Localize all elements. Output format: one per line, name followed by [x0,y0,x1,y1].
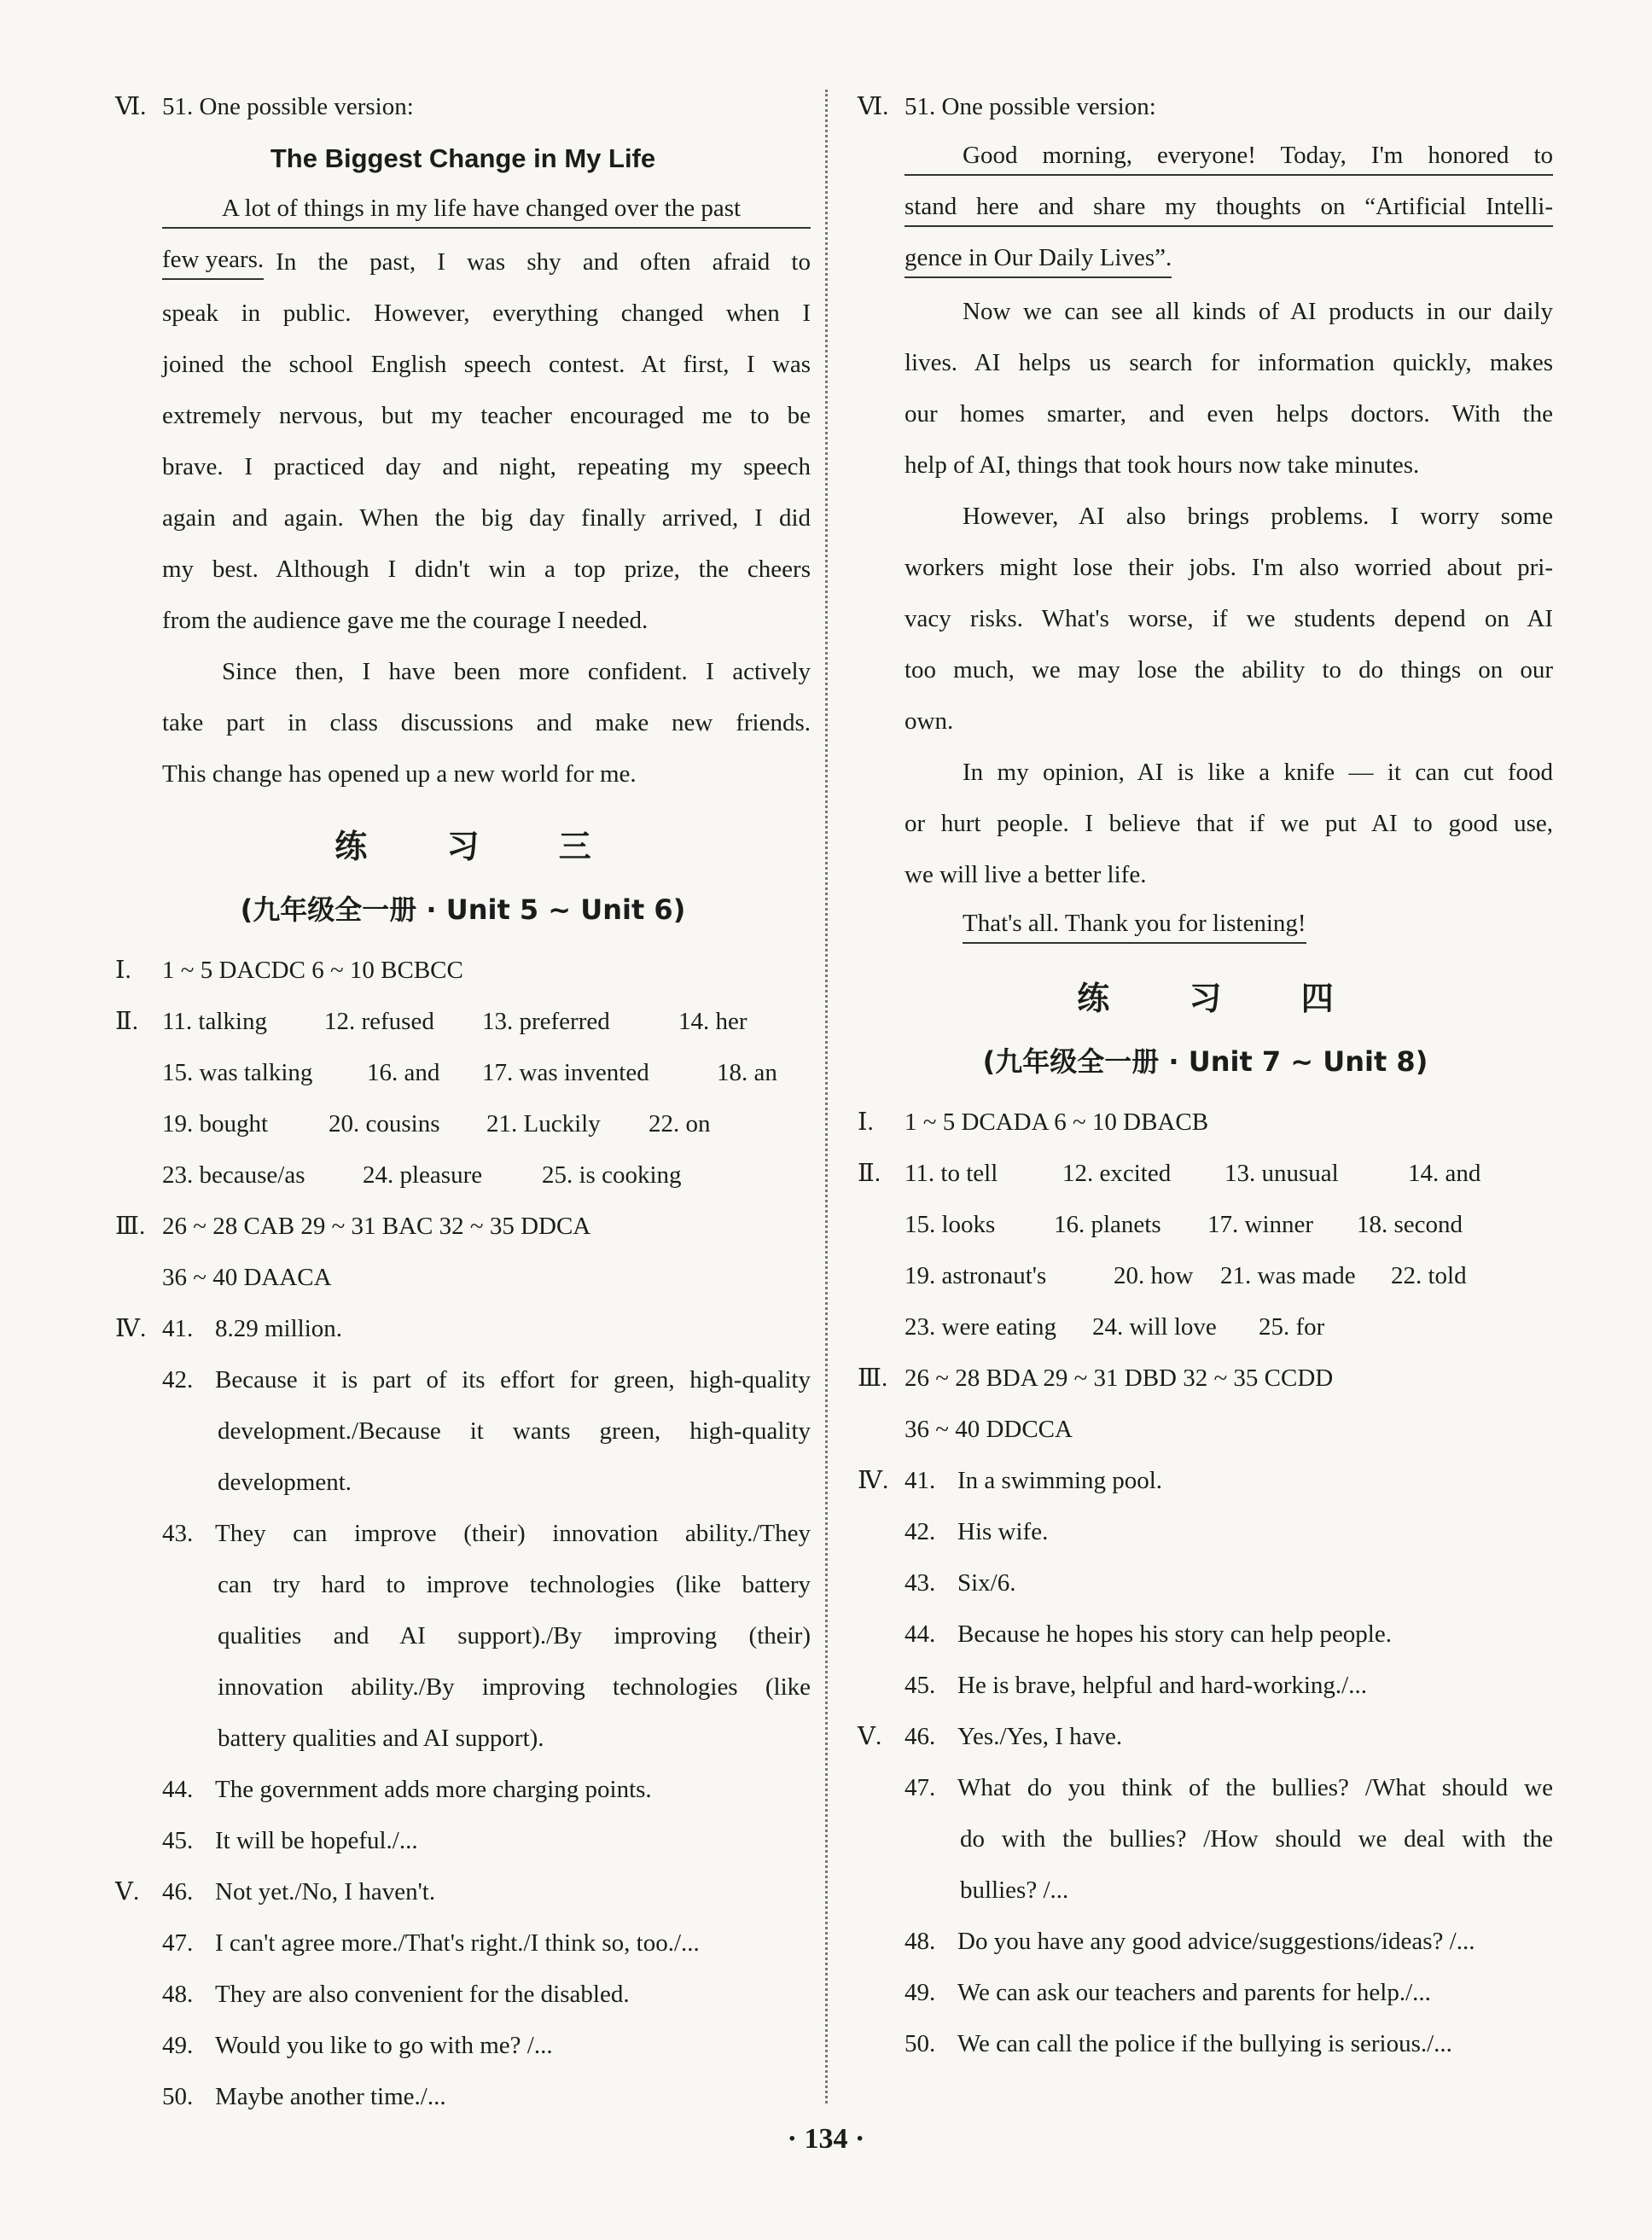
answer-v-50 [858,2018,1553,2069]
answer-item: 17. was invented [482,1059,649,1086]
answer-cont [115,1661,811,1713]
left-vi-intro [115,81,811,132]
answer-ii-row [858,1250,1553,1301]
answer-text: He is brave, helpful and hard-working./... [957,1672,1367,1699]
answer-text: Maybe another time./... [215,2083,446,2110]
answer-text: 36 ~ 40 DAACA [162,1264,332,1291]
question-number: 46. [905,1723,936,1750]
speech-line [858,183,1553,235]
answer-item: 11. to tell [905,1160,998,1187]
answer-ii-row [858,1301,1553,1353]
answer-text: The government adds more charging points. [215,1776,652,1803]
essay-line-text: brave. I practiced day and night, repeating my speech [162,453,811,480]
answer-text: Would you like to go with me? /... [215,2032,553,2059]
speech-line [858,542,1553,593]
roman-numeral: Ⅱ. [115,1008,138,1035]
answer-iii [858,1353,1553,1404]
answer-v-50 [115,2071,811,2122]
speech-line [858,388,1553,439]
question-number: 47. [162,1929,194,1957]
section-subtitle: (九年级全一册 · Unit 7 ~ Unit 8) [982,1045,1428,1078]
answer-v-47 [858,1762,1553,1813]
answer-item: 23. because/as [162,1161,305,1189]
answer-iv-44 [115,1764,811,1815]
question-number: 41. [162,1315,194,1342]
answer-iv-45 [115,1815,811,1866]
answer-v-48 [858,1916,1553,1967]
answer-iv-42 [115,1354,811,1405]
answer-cont [115,1610,811,1661]
answer-text: They are also convenient for the disabled. [215,1981,630,2008]
answer-iii [115,1201,811,1252]
answer-item: 25. is cooking [542,1161,682,1189]
essay-line [115,492,811,544]
speech-line [858,849,1553,900]
speech-line [858,337,1553,388]
answer-text: innovation ability./By improving technologies (like [218,1673,811,1701]
roman-numeral: Ⅰ. [115,957,131,984]
question-number: 47. [905,1774,936,1801]
speech-line-text: gence in Our Daily Lives”. [905,242,1172,278]
question-number: 45. [905,1672,936,1699]
essay-line-text: again and again. When the big day finally arrived, I did [162,504,811,532]
essay-line [115,748,811,800]
answer-text: development./Because it wants green, high-quality [218,1417,811,1445]
speech-line-text: too much, we may lose the ability to do things on our [905,656,1553,684]
answer-i [858,1097,1553,1148]
roman-numeral: Ⅵ. [858,93,889,120]
question-number: 49. [162,2032,194,2059]
speech-line-text: However, AI also brings problems. I worry some [963,503,1553,530]
essay-line-text: extremely nervous, but my teacher encouraged me to be [162,402,811,429]
answer-text: They can improve (their) innovation ability./They [215,1520,811,1547]
answer-text: bullies? /... [960,1876,1069,1904]
answer-v-49 [115,2020,811,2071]
question-number: 48. [905,1928,936,1955]
answer-text: do with the bullies? /How should we deal with the [960,1825,1553,1853]
essay-line [115,441,811,492]
speech-line [858,900,1553,951]
speech-line-text: lives. AI helps us search for information quickly, makes [905,349,1553,376]
answer-text: Yes./Yes, I have. [957,1723,1123,1750]
section-subtitle: (九年级全一册 · Unit 5 ~ Unit 6) [240,893,686,926]
essay-line-text: In the past, I was shy and often afraid to [276,248,811,276]
roman-numeral: Ⅴ. [115,1878,140,1905]
answer-text: We can ask our teachers and parents for help./... [957,1979,1431,2006]
roman-numeral: Ⅲ. [115,1213,146,1240]
roman-numeral: Ⅵ. [115,93,147,120]
answer-text: Six/6. [957,1569,1016,1597]
essay-line [115,288,811,339]
speech-line-text: own. [905,707,954,735]
answer-cont [115,1559,811,1610]
answer-item: 14. and [1408,1160,1481,1187]
answer-ii-row [115,1047,811,1098]
right-vi-intro [858,81,1553,132]
answer-item: 21. Luckily [486,1110,601,1137]
question-number: 42. [905,1518,936,1545]
answer-cont [115,1405,811,1457]
speech-line [858,235,1553,286]
answer-v-46 [858,1711,1553,1762]
answer-text: Because it is part of its effort for green, high-quality [215,1366,811,1393]
essay-line-text: take part in class discussions and make new friends. [162,709,811,736]
answer-item: 14. her [678,1008,747,1035]
answer-item: 13. unusual [1224,1160,1339,1187]
answer-item: 24. pleasure [363,1161,483,1189]
answer-v-49 [858,1967,1553,2018]
question-number: 45. [162,1827,194,1854]
speech-line-text: help of AI, things that took hours now take minutes. [905,451,1420,479]
answer-text: Because he hopes his story can help people. [957,1620,1392,1648]
question-number: 50. [162,2083,194,2110]
section-title: 练 习 三 [334,828,625,865]
essay-line [115,185,811,236]
essay-line-text: my best. Although I didn't win a top prize, the cheers [162,556,811,583]
answer-text: In a swimming pool. [957,1467,1163,1494]
answer-item: 23. were eating [905,1313,1056,1341]
speech-line [858,286,1553,337]
essay-line [115,646,811,697]
answer-text: I can't agree more./That's right./I think so, too./... [215,1929,700,1957]
answer-item: 15. looks [905,1211,996,1238]
answer-item: 12. excited [1062,1160,1172,1187]
speech-line-text: or hurt people. I believe that if we put AI to good use, [905,810,1553,837]
question-number: 42. [162,1366,194,1393]
answer-item: 19. bought [162,1110,269,1137]
answer-item: 13. preferred [482,1008,610,1035]
speech-line [858,747,1553,798]
answer-item: 16. planets [1054,1211,1161,1238]
intro-text: 51. One possible version: [162,93,414,120]
speech-line-text: workers might lose their jobs. I'm also worried about pri- [905,554,1553,581]
answer-text: 1 ~ 5 DCADA 6 ~ 10 DBACB [905,1108,1209,1136]
answer-cont [858,1813,1553,1865]
speech-line-text: our homes smarter, and even helps doctors. With the [905,400,1553,428]
answer-iv-43 [858,1557,1553,1609]
speech-line [858,644,1553,695]
answer-item: 20. cousins [329,1110,440,1137]
essay-line [115,339,811,390]
roman-numeral: Ⅴ. [858,1723,882,1750]
intro-text: 51. One possible version: [905,93,1156,120]
speech-line [858,593,1553,644]
column-divider [825,90,828,2103]
answer-iii-line2 [115,1252,811,1303]
speech-line-text: In my opinion, AI is like a knife — it can cut food [963,759,1553,786]
essay-line [115,544,811,595]
speech-line [858,491,1553,542]
answer-text: 26 ~ 28 CAB 29 ~ 31 BAC 32 ~ 35 DDCA [162,1213,591,1240]
answer-iv-42 [858,1506,1553,1557]
answer-text: It will be hopeful./... [215,1827,418,1854]
answer-cont [115,1713,811,1764]
essay-line-text: speak in public. However, everything changed when I [162,300,811,327]
speech-line-text: stand here and share my thoughts on “Artificial Intelli- [905,191,1553,227]
essay-line [115,236,811,288]
answer-text: We can call the police if the bullying is serious./... [957,2030,1452,2057]
answer-text: development. [218,1469,352,1496]
answer-item: 17. winner [1207,1211,1314,1238]
answer-text: 8.29 million. [215,1315,343,1342]
answer-ii-row [115,1098,811,1149]
answer-text: 26 ~ 28 BDA 29 ~ 31 DBD 32 ~ 35 CCDD [905,1364,1334,1392]
answer-iv-45 [858,1660,1553,1711]
answer-item: 19. astronaut's [905,1262,1047,1289]
right-column [858,81,1553,2069]
speech-line [858,439,1553,491]
answer-item: 12. refused [324,1008,434,1035]
speech-line [858,798,1553,849]
answer-item: 22. told [1391,1262,1467,1289]
answer-item: 18. an [717,1059,777,1086]
answer-v-46 [115,1866,811,1917]
question-number: 44. [162,1776,194,1803]
question-number: 49. [905,1979,936,2006]
roman-numeral: Ⅲ. [858,1364,888,1392]
roman-numeral: Ⅳ. [858,1467,889,1494]
answer-ii-row [858,1199,1553,1250]
essay-line-text: few years. [162,244,264,280]
answer-text: qualities and AI support)./By improving (their) [218,1622,811,1649]
speech-line-text: That's all. Thank you for listening! [963,908,1306,944]
answer-iii-line2 [858,1404,1553,1455]
answer-item: 20. how [1114,1262,1194,1289]
essay-line-text: This change has opened up a new world for me. [162,760,637,788]
speech-line [858,132,1553,183]
answer-text: battery qualities and AI support). [218,1725,544,1752]
roman-numeral: Ⅰ. [858,1108,874,1136]
answer-item: 18. second [1357,1211,1463,1238]
roman-numeral: Ⅱ. [858,1160,881,1187]
essay-line-text: from the audience gave me the courage I needed. [162,607,649,634]
essay-line-text: A lot of things in my life have changed over the past [162,193,811,229]
answer-item: 15. was talking [162,1059,313,1086]
answer-v-47 [115,1917,811,1969]
answer-text: Do you have any good advice/suggestions/ideas? /... [957,1928,1475,1955]
answer-text: can try hard to improve technologies (like battery [218,1571,811,1598]
answer-item: 22. on [649,1110,711,1137]
answer-ii-row [115,1149,811,1201]
answer-cont [115,1457,811,1508]
answer-v-48 [115,1969,811,2020]
answer-text: His wife. [957,1518,1049,1545]
answer-item: 25. for [1259,1313,1325,1341]
question-number: 43. [905,1569,936,1597]
essay-line [115,390,811,441]
answer-ii-row [115,996,811,1047]
speech-line-text: we will live a better life. [905,861,1147,888]
question-number: 48. [162,1981,194,2008]
answer-iv-43 [115,1508,811,1559]
essay-line-text: joined the school English speech contest. At first, I was [162,351,811,378]
speech-line-text: Now we can see all kinds of AI products in our daily [963,298,1553,325]
question-number: 41. [905,1467,936,1494]
answer-iv-41 [858,1455,1553,1506]
essay-line [115,595,811,646]
question-number: 44. [905,1620,936,1648]
answer-text: 36 ~ 40 DDCCA [905,1416,1073,1443]
left-column [115,81,811,2122]
answer-item: 11. talking [162,1008,267,1035]
answer-ii-row [858,1148,1553,1199]
speech-line-text: Good morning, everyone! Today, I'm honored to [905,140,1553,176]
answer-cont [858,1865,1553,1916]
answer-iv-44 [858,1609,1553,1660]
section-title: 练 习 四 [1077,980,1368,1017]
essay-line [115,697,811,748]
question-number: 50. [905,2030,936,2057]
answer-iv-41 [115,1303,811,1354]
page-number: · 134 · [787,2123,865,2155]
answer-text: 1 ~ 5 DACDC 6 ~ 10 BCBCC [162,957,463,984]
question-number: 46. [162,1878,194,1905]
essay-title: The Biggest Change in My Life [270,143,656,173]
speech-line [858,695,1553,747]
essay-line-text: Since then, I have been more confident. I actively [222,658,811,685]
answer-text: What do you think of the bullies? /What should we [957,1774,1553,1801]
speech-line-text: vacy risks. What's worse, if we students depend on AI [905,605,1553,632]
question-number: 43. [162,1520,194,1547]
answer-item: 24. will love [1092,1313,1217,1341]
answer-item: 16. and [367,1059,440,1086]
answer-text: Not yet./No, I haven't. [215,1878,436,1905]
answer-i [115,945,811,996]
answer-item: 21. was made [1220,1262,1356,1289]
roman-numeral: Ⅳ. [115,1315,147,1342]
